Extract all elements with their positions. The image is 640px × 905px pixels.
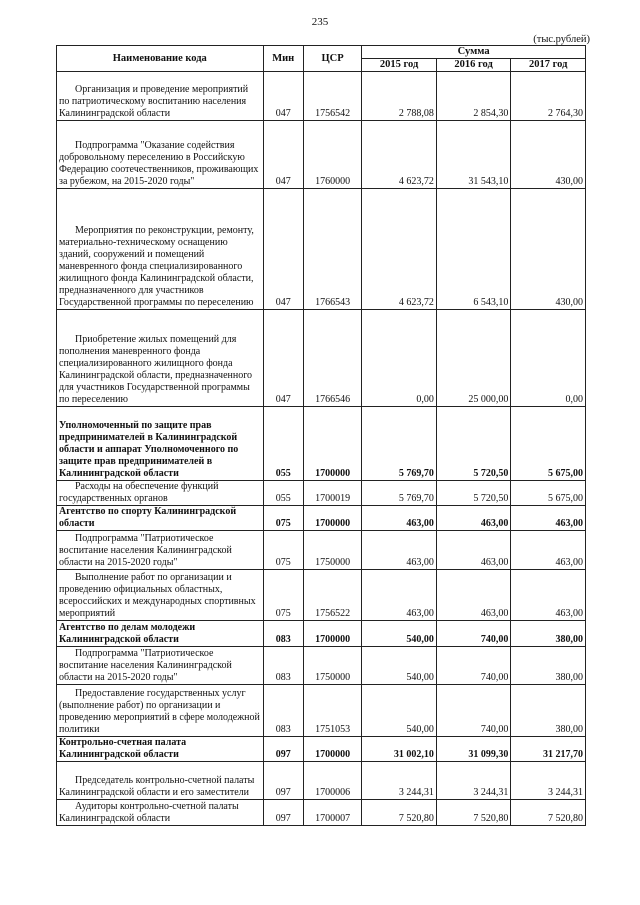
row-csr: 1756542 [303,72,361,121]
row-2015: 7 520,80 [362,800,437,826]
row-2017: 380,00 [511,647,586,685]
row-2017: 0,00 [511,310,586,407]
row-min: 083 [263,685,303,737]
row-name: Уполномоченный по защите прав предпринимателей в Калининградской области и аппарат Уполномоченного по защите прав предпринимателей в Калининградской области [57,407,264,481]
header-2017: 2017 год [511,59,586,72]
row-min: 097 [263,762,303,800]
header-min: Мин [263,46,303,72]
header-sum: Сумма [362,46,586,59]
row-name: Подпрограмма "Оказание содействия добровольному переселению в Российскую Федерацию соотечественников, проживающих за рубежом, на 2015-2020 годы" [57,121,264,189]
row-2016: 5 720,50 [436,407,511,481]
row-name: Контрольно-счетная палата Калининградской области [57,737,264,762]
row-2017: 2 764,30 [511,72,586,121]
row-min: 047 [263,121,303,189]
table-row [57,189,586,310]
table-row [57,737,586,762]
row-name: Предоставление государственных услуг (выполнение работ) по организации и проведению мероприятий в сфере молодежной политики [57,685,264,737]
row-name: Приобретение жилых помещений для пополнения маневренного фонда специализированного жилищного фонда Калининградской области, предназначенного для участников Государственной программы по переселению [57,310,264,407]
row-2015: 5 769,70 [362,481,437,506]
row-name: Агентство по спорту Калининградской области [57,506,264,531]
row-2016: 7 520,80 [436,800,511,826]
row-csr: 1756522 [303,570,361,621]
row-min: 047 [263,310,303,407]
row-2017: 5 675,00 [511,407,586,481]
row-min: 055 [263,481,303,506]
row-2017: 7 520,80 [511,800,586,826]
row-csr: 1700000 [303,621,361,647]
row-min: 075 [263,531,303,570]
table-row [57,762,586,800]
row-2016: 3 244,31 [436,762,511,800]
row-2016: 463,00 [436,506,511,531]
row-csr: 1750000 [303,531,361,570]
row-2016: 25 000,00 [436,310,511,407]
row-csr: 1700000 [303,506,361,531]
table-row [57,506,586,531]
row-csr: 1766543 [303,189,361,310]
row-csr: 1700007 [303,800,361,826]
row-2017: 31 217,70 [511,737,586,762]
table-row [57,121,586,189]
row-2017: 463,00 [511,506,586,531]
row-name: Аудиторы контрольно-счетной палаты Калининградской области [57,800,264,826]
row-2016: 6 543,10 [436,189,511,310]
row-2015: 540,00 [362,647,437,685]
row-csr: 1760000 [303,121,361,189]
row-min: 083 [263,621,303,647]
row-2016: 463,00 [436,570,511,621]
row-min: 075 [263,570,303,621]
row-min: 097 [263,800,303,826]
table-row [57,621,586,647]
row-name: Расходы на обеспечение функций государственных органов [57,481,264,506]
row-2017: 380,00 [511,685,586,737]
row-name: Выполнение работ по организации и проведению официальных областных, всероссийских и международных спортивных мероприятий [57,570,264,621]
budget-table [56,45,586,826]
row-2015: 540,00 [362,621,437,647]
row-2015: 31 002,10 [362,737,437,762]
row-2017: 463,00 [511,570,586,621]
row-min: 055 [263,407,303,481]
row-csr: 1700019 [303,481,361,506]
table-row [57,310,586,407]
table-row [57,407,586,481]
row-min: 083 [263,647,303,685]
row-csr: 1750000 [303,647,361,685]
row-2015: 4 623,72 [362,121,437,189]
row-csr: 1766546 [303,310,361,407]
row-2016: 31 543,10 [436,121,511,189]
row-2015: 463,00 [362,506,437,531]
row-2017: 3 244,31 [511,762,586,800]
table-row [57,570,586,621]
row-2016: 5 720,50 [436,481,511,506]
row-name: Агентство по делам молодежи Калининградской области [57,621,264,647]
header-name: Наименование кода [57,46,264,72]
row-2015: 4 623,72 [362,189,437,310]
table-row [57,685,586,737]
row-name: Подпрограмма "Патриотическое воспитание населения Калининградской области на 2015-2020 годы" [57,531,264,570]
row-2015: 2 788,08 [362,72,437,121]
row-2016: 740,00 [436,621,511,647]
row-2016: 740,00 [436,647,511,685]
row-2017: 380,00 [511,621,586,647]
table-row [57,72,586,121]
row-2016: 31 099,30 [436,737,511,762]
page-number: 235 [311,16,329,28]
row-min: 047 [263,72,303,121]
table-row [57,647,586,685]
row-2017: 463,00 [511,531,586,570]
row-2016: 2 854,30 [436,72,511,121]
row-2017: 5 675,00 [511,481,586,506]
table-row [57,800,586,826]
row-2015: 3 244,31 [362,762,437,800]
header-2016: 2016 год [436,59,511,72]
row-2015: 5 769,70 [362,407,437,481]
row-2015: 463,00 [362,570,437,621]
row-2017: 430,00 [511,121,586,189]
row-csr: 1700000 [303,737,361,762]
row-2016: 740,00 [436,685,511,737]
row-name: Мероприятия по реконструкции, ремонту, материально-техническому оснащению зданий, сооружений и помещений маневренного фонда специализированного жилищного фонда Калининградской области, предназначенного для участников Государственной программы по переселению [57,189,264,310]
row-2015: 463,00 [362,531,437,570]
row-csr: 1751053 [303,685,361,737]
row-name: Подпрограмма "Патриотическое воспитание населения Калининградской области на 2015-2020 годы" [57,647,264,685]
row-min: 097 [263,737,303,762]
row-2015: 0,00 [362,310,437,407]
row-min: 075 [263,506,303,531]
header-csr: ЦСР [303,46,361,72]
table-row [57,531,586,570]
row-min: 047 [263,189,303,310]
row-name: Организация и проведение мероприятий по патриотическому воспитанию населения Калининградской области [57,72,264,121]
row-2016: 463,00 [436,531,511,570]
row-csr: 1700000 [303,407,361,481]
row-name: Председатель контрольно-счетной палаты Калининградской области и его заместители [57,762,264,800]
units-label: (тыс.рублей) [533,34,590,45]
header-2015: 2015 год [362,59,437,72]
row-2015: 540,00 [362,685,437,737]
table-row [57,481,586,506]
row-csr: 1700006 [303,762,361,800]
row-2017: 430,00 [511,189,586,310]
